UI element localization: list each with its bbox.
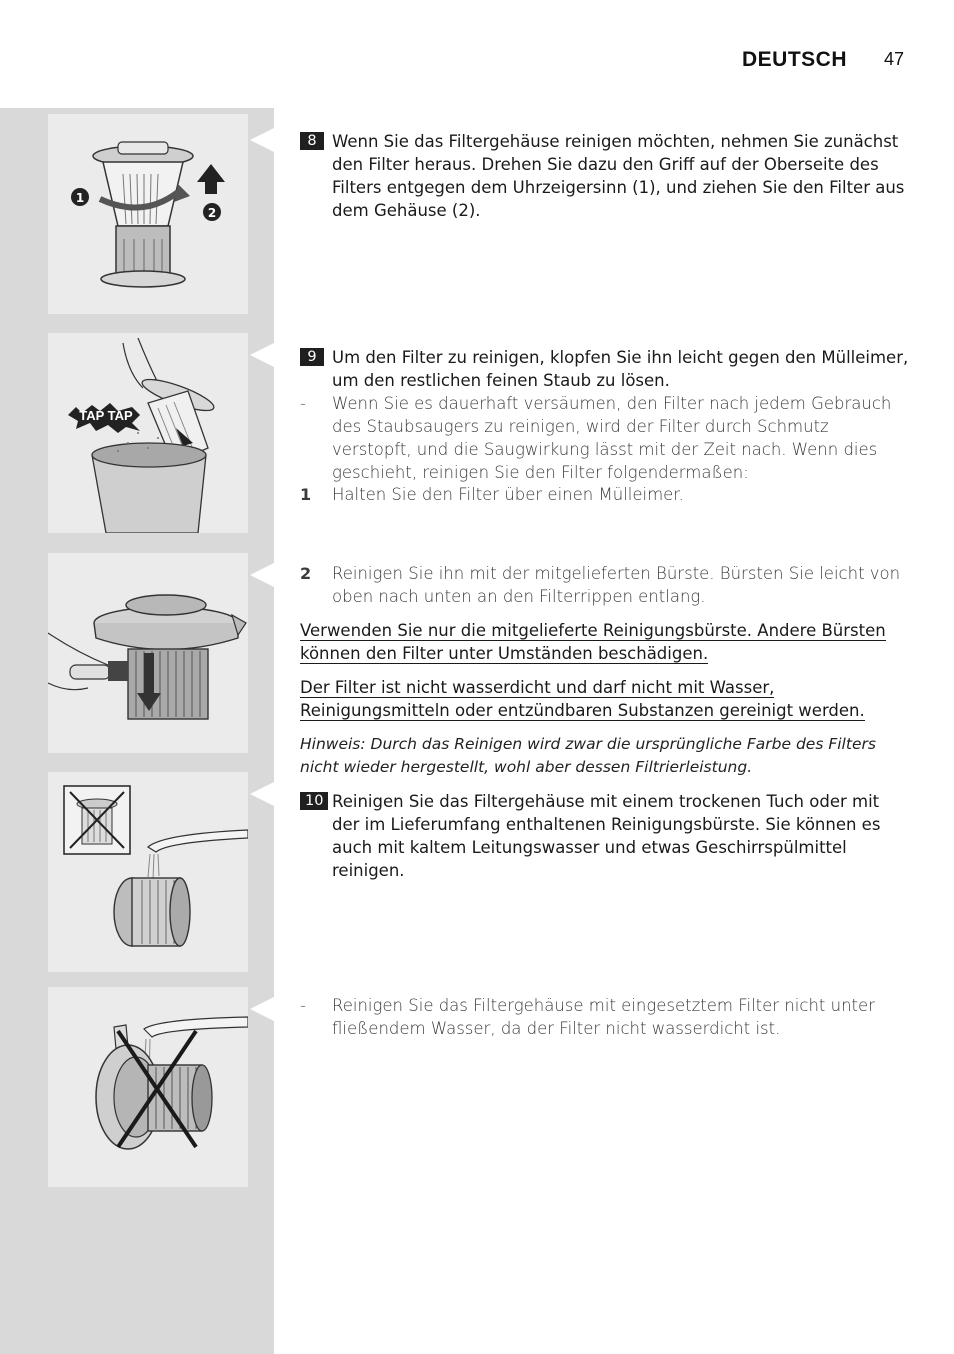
note: Hinweis: Durch das Reinigen wird zwar die ursprüngliche Farbe des Filters nicht wieder hergestellt, wohl aber dessen Filtrierleistung. [300,735,876,776]
substep-text: Reinigen Sie ihn mit der mitgelieferten Bürste. Bürsten Sie leicht von oben nach unten an den Filterrippen entlang. [332,564,901,606]
step-text: Reinigen Sie das Filtergehäuse mit einem trockenen Tuch oder mit der im Lieferumfang enthaltenen Reinigungsbürste. Sie können es auch mit kaltem Leitungswasser und etwas Geschirrspülmittel reinigen. [332,792,881,880]
final-bullet [300,994,910,1040]
substep-text: Halten Sie den Filter über einen Mülleimer. [332,485,684,504]
pointer-arrow [250,563,274,587]
brush-cleaning-icon [48,553,248,753]
bullet-text: Wenn Sie es dauerhaft versäumen, den Filter nach jedem Gebrauch des Staubsaugers zu reinigen, wird der Filter durch Schmutz verstopft, und die Saugwirkung lässt mit der Zeit nach. Wenn dies geschieht, reinigen Sie den Filter folgendermaßen: [332,394,892,482]
step-9 [300,346,910,392]
bullet-dash: - [300,996,306,1015]
callout-2: 2 [207,206,217,220]
tap-caption: TAP TAP [79,408,133,423]
no-rinse-with-filter-icon [48,987,248,1187]
callout-1: 1 [75,191,85,205]
warning-brush [300,619,890,665]
substep-number: 1 [300,485,312,504]
bullet-dash: - [300,394,306,413]
step-text: Um den Filter zu reinigen, klopfen Sie ihn leicht gegen den Mülleimer, um den restlichen feinen Staub zu lösen. [332,348,909,390]
page-number: 47 [884,49,905,69]
pointer-arrow [250,343,274,367]
filter-removal-icon [48,114,248,314]
tap-filter-icon [48,333,248,533]
pointer-arrow [250,997,274,1021]
substep-number: 2 [300,564,312,583]
warning-water [300,676,890,722]
substep-2 [300,562,910,608]
step-8 [300,130,910,222]
warning-text: Verwenden Sie nur die mitgelieferte Reinigungsbürste. Andere Bürsten können den Filter unter Umständen beschädigen. [300,621,886,663]
rinse-housing-icon [48,772,248,972]
step-9-bullet [300,392,910,484]
step-number-badge: 8 [300,132,324,150]
step-text: Wenn Sie das Filtergehäuse reinigen möchten, nehmen Sie zunächst den Filter heraus. Drehen Sie dazu den Griff auf der Oberseite des Filters entgegen dem Uhrzeigersinn (1), und ziehen Sie den Filter aus dem Gehäuse (2). [332,132,905,220]
section-language-title: DEUTSCH [742,48,848,71]
pointer-arrow [250,782,274,806]
step-number-badge: 9 [300,348,324,366]
substep-1 [300,483,910,506]
bullet-text: Reinigen Sie das Filtergehäuse mit eingesetztem Filter nicht unter fließendem Wasser, da der Filter nicht wasserdicht ist. [332,996,875,1038]
step-number-badge: 10 [300,792,328,810]
step-10 [300,790,910,882]
pointer-arrow [250,128,274,152]
warning-text: Der Filter ist nicht wasserdicht und darf nicht mit Wasser, Reinigungsmitteln oder entzündbaren Substanzen gereinigt werden. [300,678,865,720]
